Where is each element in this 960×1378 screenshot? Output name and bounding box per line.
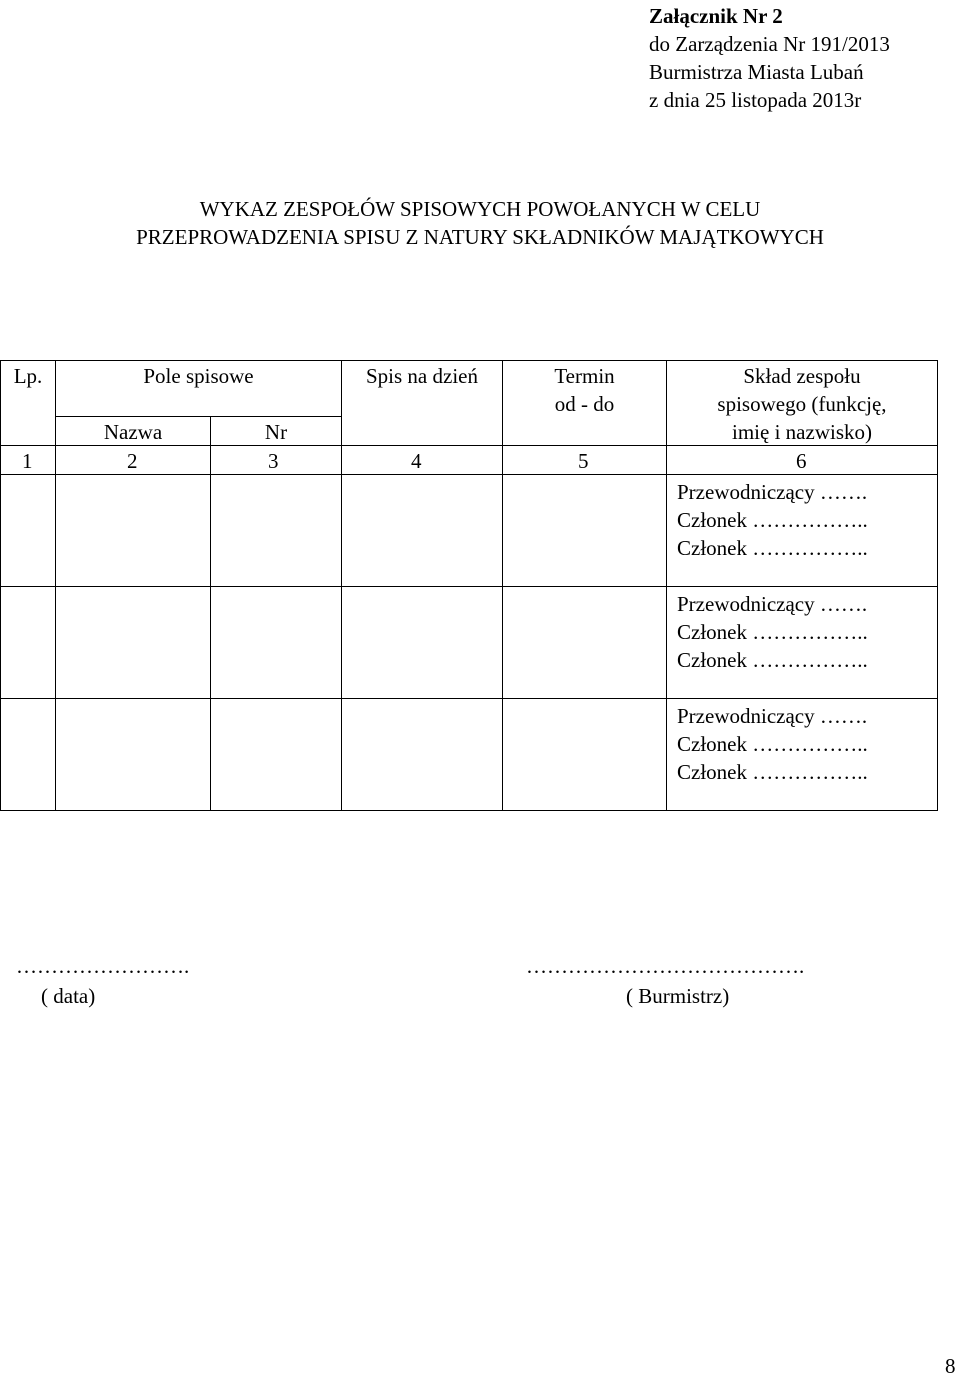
column-number-3: 3 (268, 449, 279, 473)
column-number-1: 1 (22, 449, 33, 473)
table-rule-pole-split (55, 416, 341, 417)
annex-ordinance: do Zarządzenia Nr 191/2013 (649, 32, 890, 56)
table-rule-row-1 (0, 586, 938, 587)
title-line-2: PRZEPROWADZENIA SPISU Z NATURY SKŁADNIKÓW MAJĄTKOWYCH (136, 225, 824, 249)
annex-issuer: Burmistrza Miasta Lubań (649, 60, 864, 84)
annex-date: z dnia 25 listopada 2013r (649, 88, 862, 112)
table-border-bottom (0, 810, 938, 811)
header-lp: Lp. (13, 364, 43, 388)
header-spis-na-dzien: Spis na dzień (366, 364, 478, 388)
team-row-1-member-2: Członek …………….. (677, 536, 868, 560)
team-row-3-member-2: Członek …………….. (677, 760, 868, 784)
team-row-2-chair: Przewodniczący ……. (677, 592, 868, 616)
team-row-3-chair: Przewodniczący ……. (677, 704, 868, 728)
header-nr: Nr (264, 420, 288, 444)
header-nazwa: Nazwa (103, 420, 163, 444)
header-termin-od-do: od - do (554, 392, 615, 416)
document-title (0, 195, 960, 251)
table-rule-row-2 (0, 698, 938, 699)
header-sklad-1: Skład zespołu (743, 364, 861, 388)
header-termin: Termin (554, 364, 615, 388)
date-signature-label: ( data) (41, 984, 96, 1008)
team-row-1-chair: Przewodniczący ……. (677, 480, 868, 504)
table-border-top (0, 360, 938, 361)
annex-header (649, 2, 890, 114)
title-line-1: WYKAZ ZESPOŁÓW SPISOWYCH POWOŁANYCH W CELU (199, 197, 761, 221)
table-border-right (937, 360, 938, 811)
team-row-2-member-1: Członek …………….. (677, 620, 868, 644)
table-border-left (0, 360, 1, 811)
annex-title: Załącznik Nr 2 (649, 4, 783, 28)
mayor-signature-dots: …………………………………. (526, 954, 805, 978)
mayor-signature-label: ( Burmistrz) (626, 984, 730, 1008)
column-number-4: 4 (411, 449, 422, 473)
team-row-2-member-2: Członek …………….. (677, 648, 868, 672)
header-sklad-3: imię i nazwisko) (732, 420, 872, 444)
column-number-5: 5 (578, 449, 589, 473)
team-row-3-member-1: Członek …………….. (677, 732, 868, 756)
table-col-line-4 (502, 360, 503, 811)
column-number-2: 2 (127, 449, 138, 473)
header-pole-spisowe: Pole spisowe (143, 364, 254, 388)
page-number: 8 (945, 1354, 956, 1378)
table-col-line-2 (210, 416, 211, 811)
date-signature-dots: ……………………. (16, 954, 190, 978)
team-row-1-member-1: Członek …………….. (677, 508, 868, 532)
column-number-6: 6 (796, 449, 807, 473)
header-sklad-2: spisowego (funkcję, (717, 392, 887, 416)
table-col-line-3 (341, 360, 342, 811)
